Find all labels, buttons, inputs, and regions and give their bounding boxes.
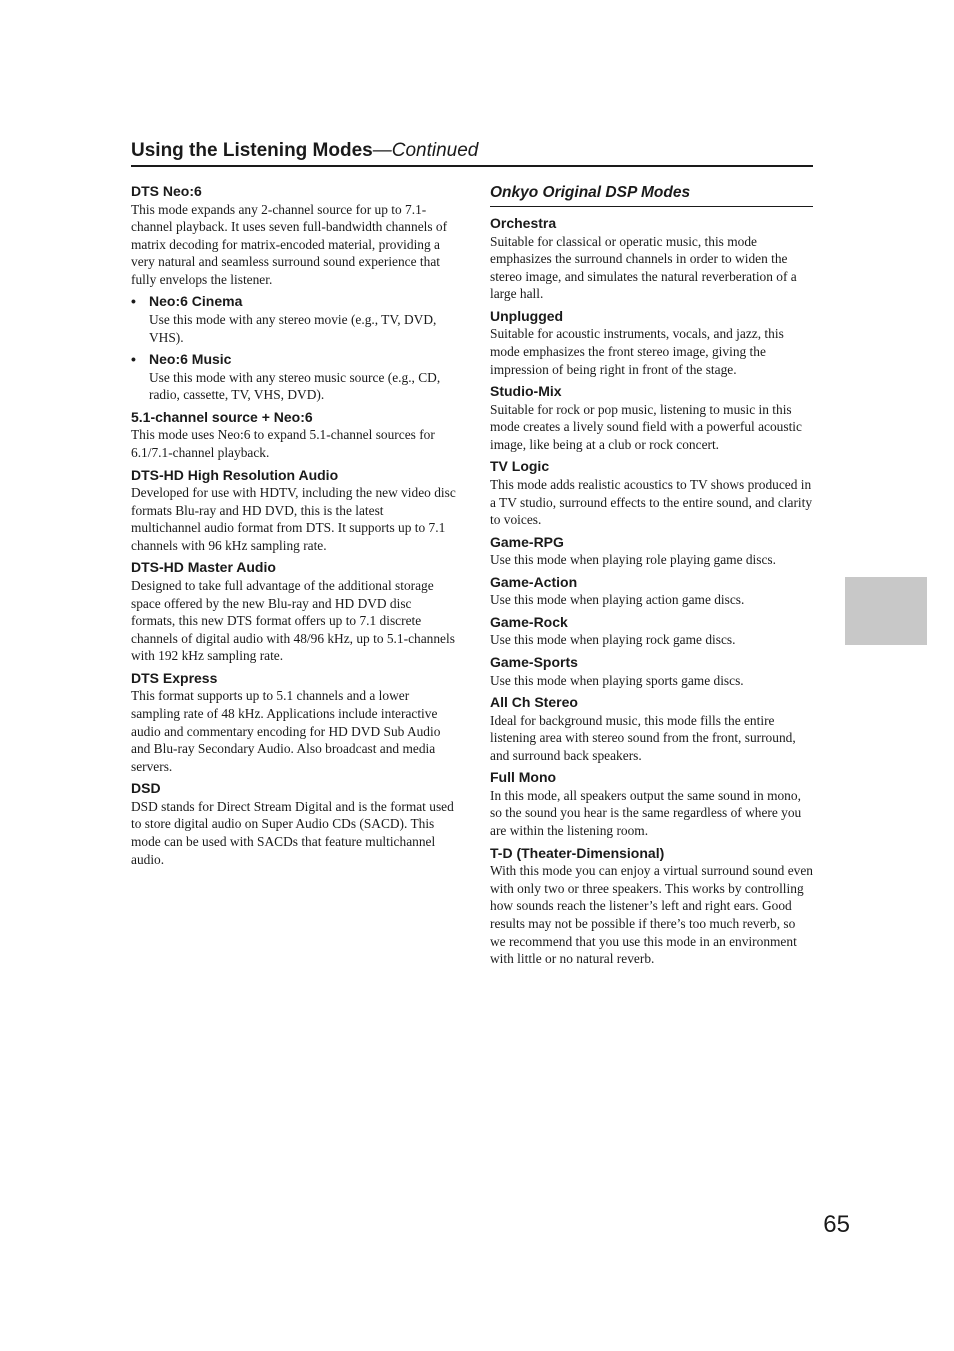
mode-text: Ideal for background music, this mode fills the entire listening area with stereo sound from the front, surround, and surround back speakers. (490, 712, 796, 763)
mode-text: Use this mode when playing action game discs. (490, 592, 745, 608)
bullet-item (131, 293, 456, 346)
dsp-modes-title: Onkyo Original DSP Modes (490, 183, 813, 207)
mode-text: In this mode, all speakers output the same sound in mono, so the sound you hear is the same regardless of where you are within the listening room. (490, 787, 802, 839)
header-rule (131, 165, 813, 167)
mode-text: Use this mode when playing role playing game discs. (490, 552, 776, 568)
bullet-text: Use this mode with any stereo movie (e.g., TV, DVD, VHS). (149, 311, 437, 345)
mode-heading: Orchestra (490, 215, 557, 231)
section-heading: DSD (131, 780, 161, 797)
mode-heading: Game-RPG (490, 533, 564, 550)
mode-heading: Unplugged (490, 307, 564, 324)
chapter-tab (845, 577, 927, 645)
page-header (131, 140, 813, 162)
mode-text: With this mode you can enjoy a virtual surround sound even with only two or three speakers. This works by controlling how sounds reach the listener’s left and right ears. Good results may not be possible if there’s too much reverb, so we recommend that you use this mode in an environment with little or no natural reverb. (490, 863, 814, 967)
bullet-icon: • (131, 293, 136, 310)
section-heading: 5.1-channel source + Neo:6 (131, 408, 313, 425)
bullet-item (131, 351, 456, 404)
mode-text: Use this mode when playing sports game discs. (490, 672, 744, 688)
header-title: Using the Listening Modes (131, 140, 373, 161)
mode-heading: T-D (Theater-Dimensional) (490, 844, 665, 861)
mode-heading: All Ch Stereo (490, 694, 578, 711)
section-text: This format supports up to 5.1 channels and a lower sampling rate of 48 kHz. Applications include interactive audio and commentary encoding for HD DVD Sub Audio and Blu-ray Secondary Audio. Also broadcast and media servers. (131, 688, 441, 774)
right-column (490, 183, 813, 968)
section-heading: DTS Express (131, 669, 218, 686)
mode-heading: Game-Rock (490, 613, 568, 630)
section-text: This mode expands any 2-channel source for up to 7.1-channel playback. It uses seven full-bandwidth channels of matrix decoding for matrix-encoded material, providing a very natural and seamless surround sound experience that fully envelops the listener. (131, 201, 448, 287)
section-heading: DTS Neo:6 (131, 183, 202, 199)
bullet-text: Use this mode with any stereo music source (e.g., CD, radio, cassette, TV, VHS, DVD). (149, 369, 441, 403)
mode-heading: Game-Action (490, 573, 578, 590)
bullet-icon: • (131, 351, 136, 368)
section-heading: DTS-HD High Resolution Audio (131, 466, 339, 483)
section-text: Developed for use with HDTV, including the new video disc formats Blu-ray and HD DVD, this is the latest multichannel audio format from DTS. It supports up to 7.1 channels with 96 kHz sampling rate. (131, 485, 456, 553)
section-text: This mode uses Neo:6 to expand 5.1-channel sources for 6.1/7.1-channel playback. (131, 427, 435, 460)
mode-heading: Game-Sports (490, 654, 578, 670)
mode-heading: Full Mono (490, 769, 557, 786)
mode-text: Use this mode when playing rock game discs. (490, 632, 736, 648)
page-number: 65 (823, 1211, 850, 1238)
mode-text: Suitable for classical or operatic music, this mode emphasizes the surround channels in order to widen the stereo image, and simulates the natural reverberation of a large hall. (490, 233, 797, 302)
left-column (131, 183, 456, 868)
bullet-label: Neo:6 Cinema (149, 293, 243, 310)
mode-heading: TV Logic (490, 458, 550, 475)
bullet-label: Neo:6 Music (149, 351, 232, 368)
mode-text: This mode adds realistic acoustics to TV shows produced in a TV studio, surround effects to the entire sound, and clarity to voices. (490, 476, 813, 528)
mode-text: Suitable for acoustic instruments, vocals, and jazz, this mode emphasizes the front stereo image, giving the impression of being right in front of the stage. (490, 326, 784, 377)
section-heading: DTS-HD Master Audio (131, 559, 276, 576)
mode-heading: Studio-Mix (490, 383, 562, 400)
mode-text: Suitable for rock or pop music, listening to music in this mode creates a lively sound field with a powerful acoustic image, like being at a club or rock concert. (490, 401, 802, 452)
header-continued: —Continued (372, 140, 479, 161)
section-text: DSD stands for Direct Stream Digital and is the format used to store digital audio on Super Audio CDs (SACD). This mode can be used with SACDs that feature multichannel audio. (131, 798, 454, 867)
section-text: Designed to take full advantage of the additional storage space offered by the new Blu-ray and HD DVD disc formats, this new DTS format offers up to 7.1 discrete channels of digital audio with 48/96 kHz, up to 5.1-channels with 192 kHz sampling rate. (131, 577, 455, 664)
